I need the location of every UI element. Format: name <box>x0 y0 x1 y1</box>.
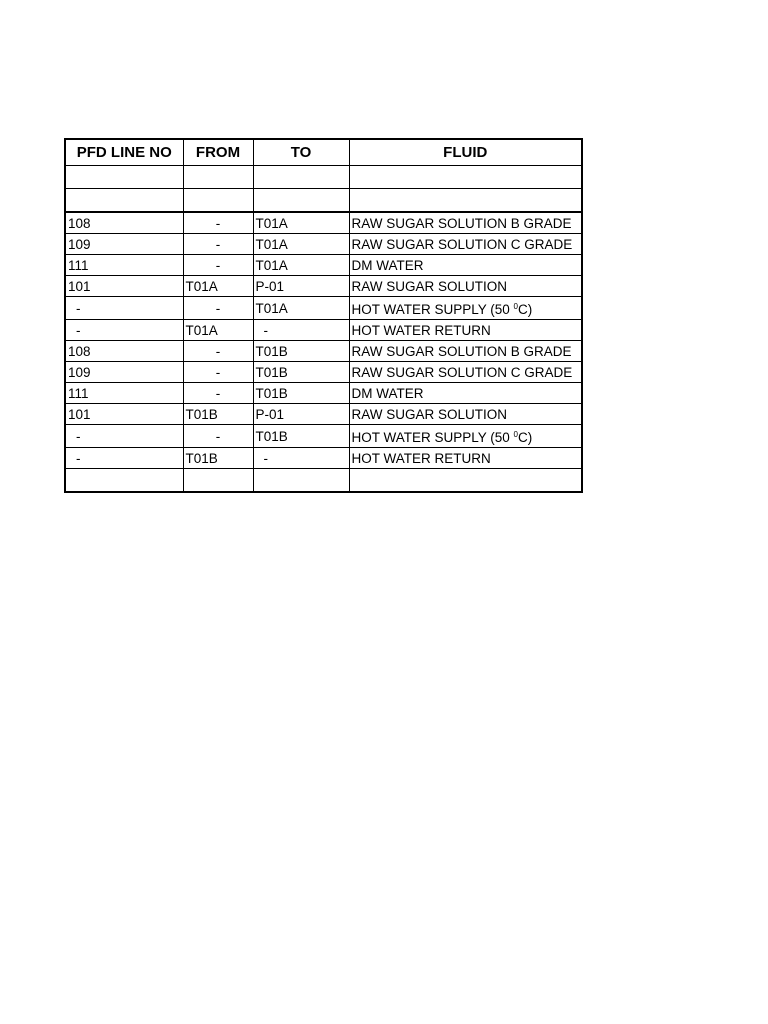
cell-fluid: RAW SUGAR SOLUTION C GRADE <box>349 362 582 383</box>
table-row <box>65 320 582 341</box>
cell-fluid: RAW SUGAR SOLUTION B GRADE <box>349 341 582 362</box>
cell-fluid: DM WATER <box>349 383 582 404</box>
cell-from: - <box>183 255 253 276</box>
cell-to: - <box>253 448 349 469</box>
table-row <box>65 255 582 276</box>
cell-to: T01A <box>253 297 349 320</box>
table-row <box>65 383 582 404</box>
header-line-no: PFD LINE NO <box>65 139 183 166</box>
cell-fluid: RAW SUGAR SOLUTION <box>349 276 582 297</box>
table-row <box>65 448 582 469</box>
cell-line-no: 101 <box>65 404 183 425</box>
table-row <box>65 425 582 448</box>
cell-fluid: RAW SUGAR SOLUTION B GRADE <box>349 212 582 234</box>
empty-row <box>65 469 582 493</box>
cell-to: T01A <box>253 212 349 234</box>
cell-to: T01B <box>253 383 349 404</box>
cell-from: - <box>183 212 253 234</box>
table-row <box>65 362 582 383</box>
table-row <box>65 276 582 297</box>
empty-row <box>65 166 582 189</box>
cell-from: - <box>183 297 253 320</box>
cell-from: - <box>183 234 253 255</box>
cell-to: T01A <box>253 255 349 276</box>
header-row <box>65 139 582 166</box>
cell-to: T01B <box>253 341 349 362</box>
cell-from: T01B <box>183 448 253 469</box>
cell-to: T01B <box>253 425 349 448</box>
cell-to: T01B <box>253 362 349 383</box>
cell-line-no: 108 <box>65 341 183 362</box>
cell-fluid: RAW SUGAR SOLUTION <box>349 404 582 425</box>
header-from: FROM <box>183 139 253 166</box>
table-row <box>65 212 582 234</box>
pfd-line-table <box>64 138 583 493</box>
cell-line-no: 111 <box>65 255 183 276</box>
cell-from: - <box>183 341 253 362</box>
empty-row <box>65 189 582 213</box>
cell-line-no: - <box>65 297 183 320</box>
cell-to: P-01 <box>253 276 349 297</box>
cell-line-no: 101 <box>65 276 183 297</box>
cell-from: T01A <box>183 276 253 297</box>
cell-from: T01A <box>183 320 253 341</box>
cell-fluid: HOT WATER RETURN <box>349 448 582 469</box>
cell-fluid: HOT WATER SUPPLY (50 $^0$C) <box>349 297 582 320</box>
cell-from: - <box>183 425 253 448</box>
cell-line-no: - <box>65 425 183 448</box>
cell-line-no: - <box>65 320 183 341</box>
header-to: TO <box>253 139 349 166</box>
table-row <box>65 297 582 320</box>
table-row <box>65 404 582 425</box>
cell-to: T01A <box>253 234 349 255</box>
cell-to: P-01 <box>253 404 349 425</box>
header-fluid: FLUID <box>349 139 582 166</box>
cell-to: - <box>253 320 349 341</box>
cell-line-no: 109 <box>65 362 183 383</box>
cell-line-no: 108 <box>65 212 183 234</box>
cell-line-no: 111 <box>65 383 183 404</box>
cell-fluid: HOT WATER RETURN <box>349 320 582 341</box>
cell-fluid: RAW SUGAR SOLUTION C GRADE <box>349 234 582 255</box>
cell-line-no: 109 <box>65 234 183 255</box>
table-row <box>65 234 582 255</box>
cell-fluid: HOT WATER SUPPLY (50 $^0$C) <box>349 425 582 448</box>
cell-from: - <box>183 362 253 383</box>
cell-from: - <box>183 383 253 404</box>
table-row <box>65 341 582 362</box>
cell-line-no: - <box>65 448 183 469</box>
cell-fluid: DM WATER <box>349 255 582 276</box>
cell-from: T01B <box>183 404 253 425</box>
